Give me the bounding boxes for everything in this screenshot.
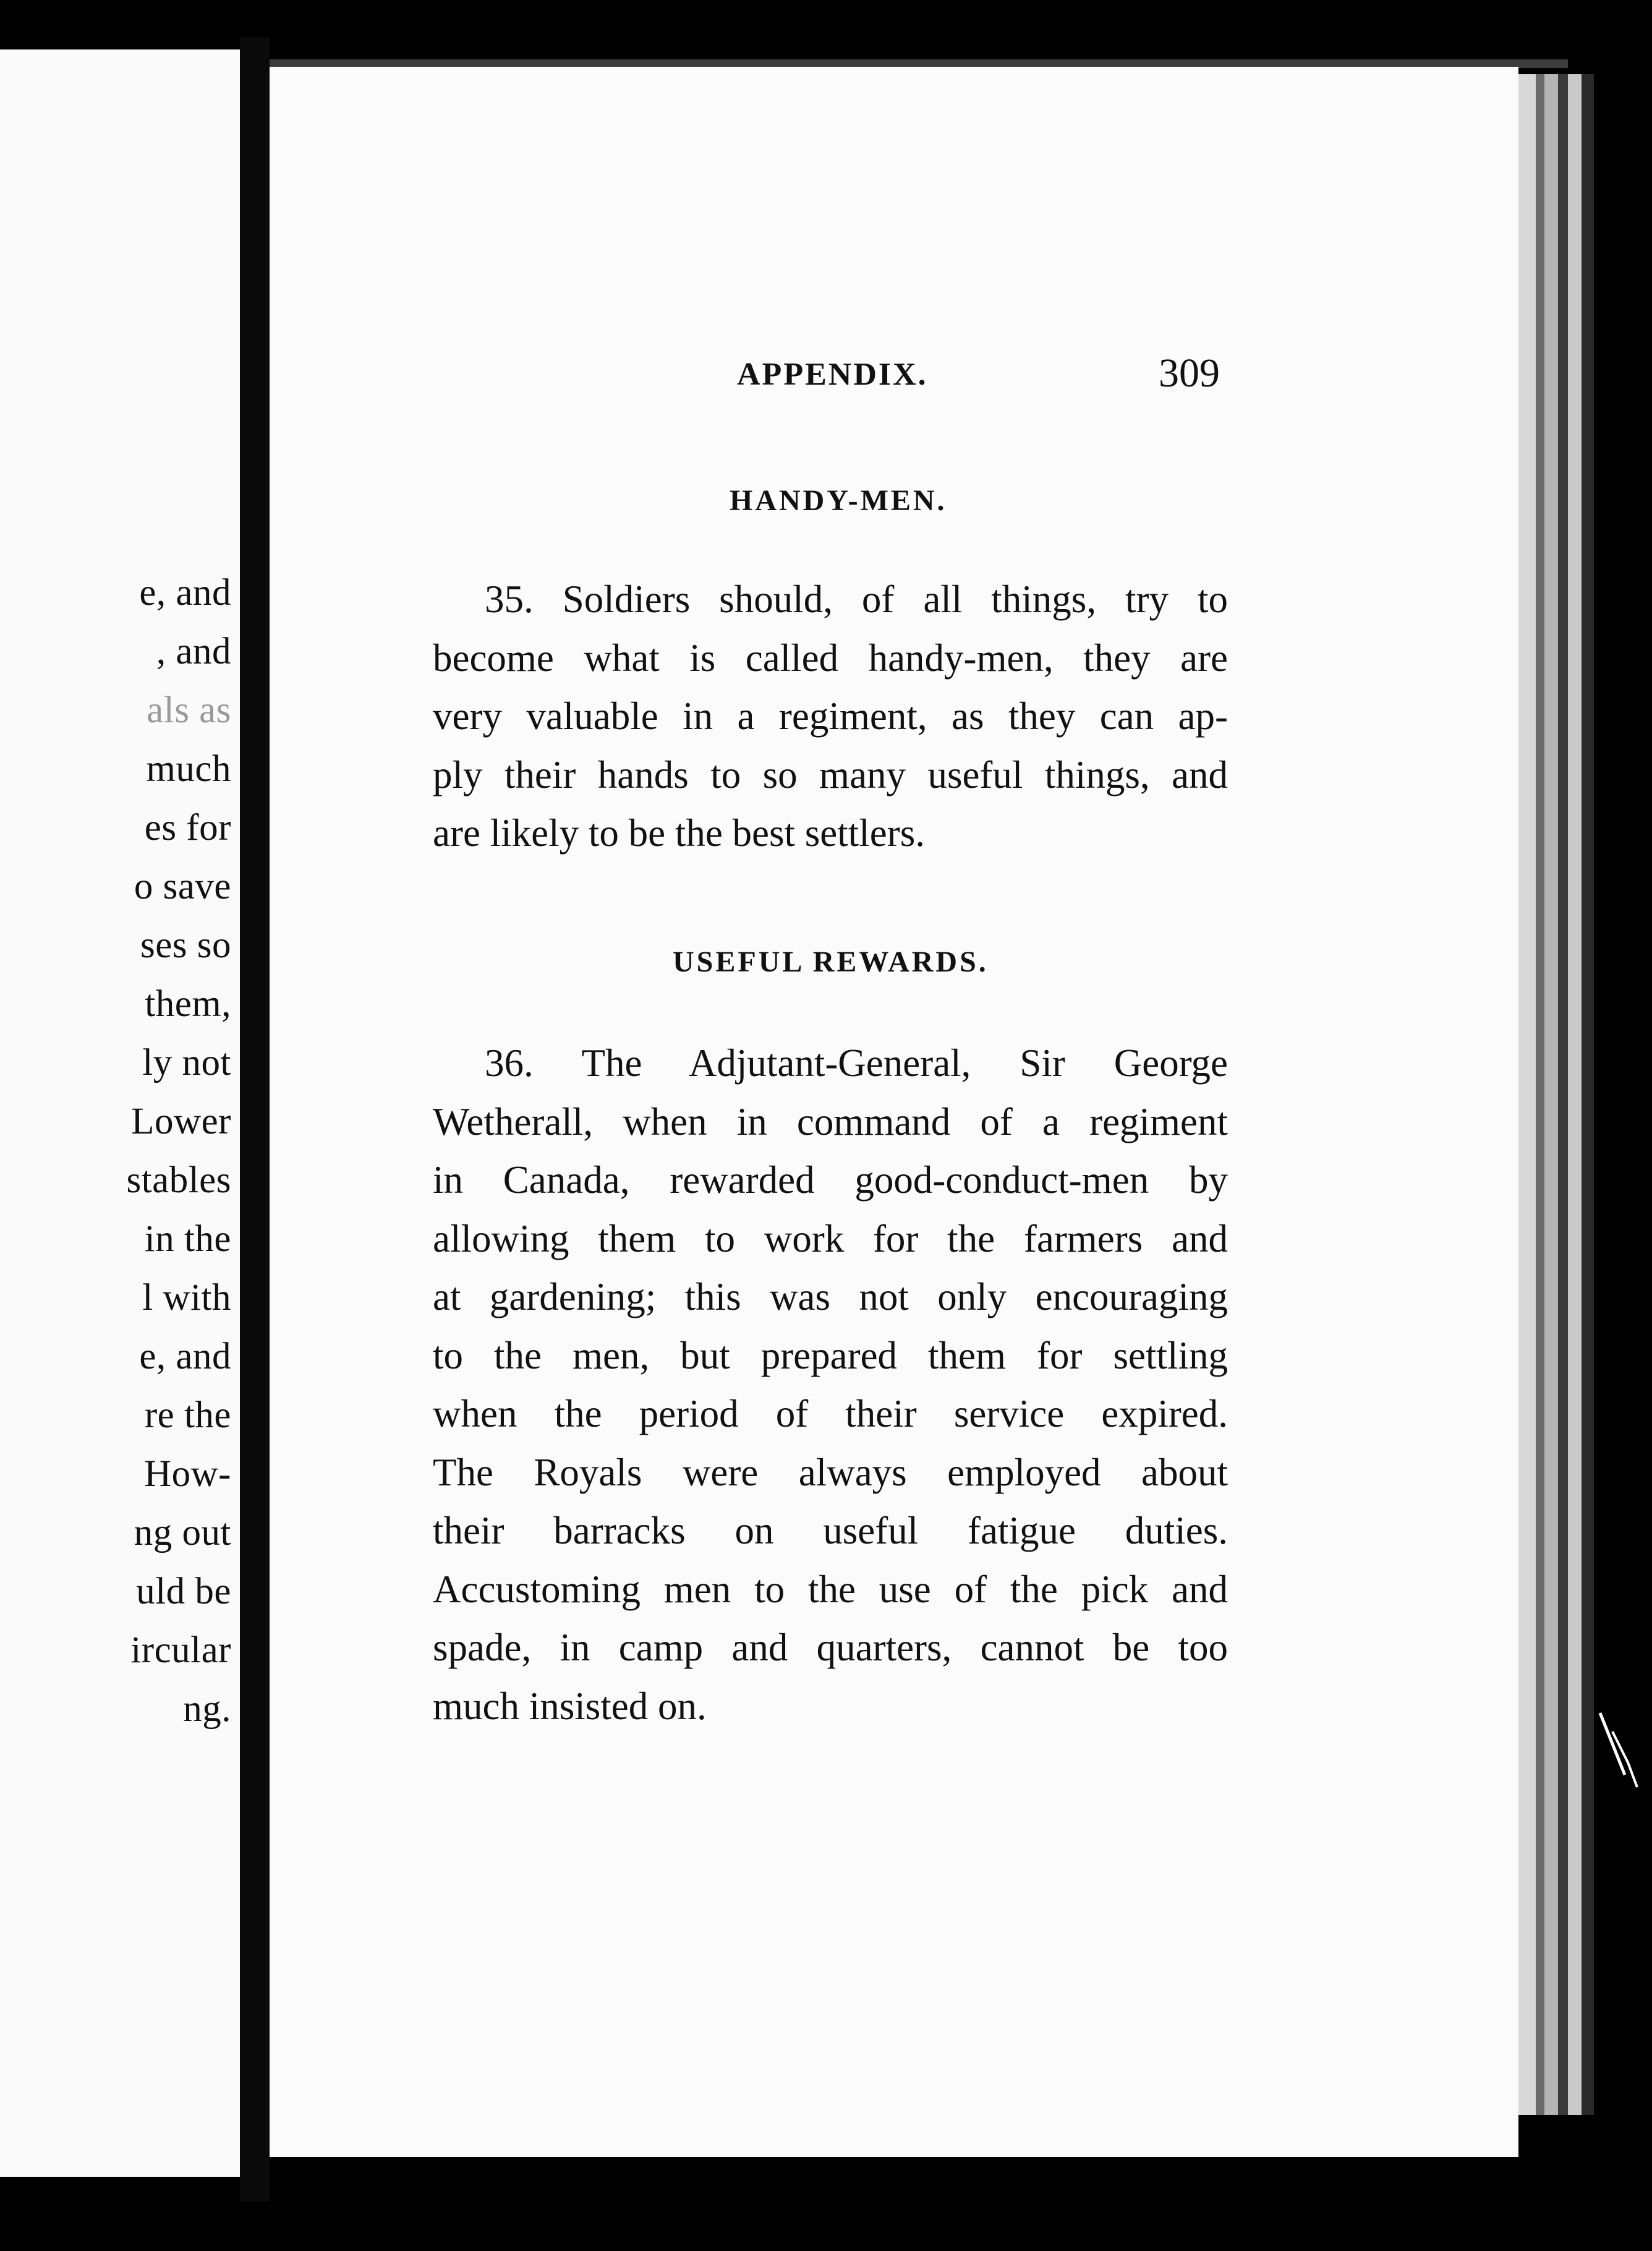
paragraph-36: [433, 1034, 1228, 1735]
page-edge: [1558, 74, 1568, 2115]
page-edge: [1544, 74, 1558, 2115]
text-line: ply their hands to so many useful things, and: [433, 753, 1228, 797]
page-edge: [1536, 74, 1544, 2115]
text-line: allowing them to work for the farmers and: [433, 1216, 1228, 1260]
left-page-line: re the: [144, 1395, 231, 1436]
section-heading: HANDY-MEN.: [730, 484, 947, 517]
text-line: spade, in camp and quarters, cannot be too: [433, 1626, 1228, 1669]
left-page-line: , and: [156, 631, 231, 672]
left-page-line: uld be: [136, 1571, 231, 1612]
left-page-line: ng.: [183, 1688, 231, 1730]
text-line: 35. Soldiers should, of all things, try to: [485, 578, 1228, 621]
left-page-line: ng out: [134, 1512, 231, 1553]
left-page-line: ses so: [140, 925, 231, 966]
text-line: their barracks on useful fatigue duties.: [433, 1509, 1228, 1552]
left-page-line: ircular: [130, 1630, 231, 1671]
text-line: when the period of their service expired.: [433, 1392, 1228, 1435]
left-facing-page: [0, 49, 240, 2177]
left-page-line: ly not: [142, 1042, 231, 1083]
page-edge: [1568, 74, 1582, 2115]
text-line: much insisted on.: [433, 1684, 707, 1728]
text-line: 36. The Adjutant-General, Sir George: [485, 1041, 1228, 1085]
section-heading: USEFUL REWARDS.: [673, 946, 989, 978]
text-line: become what is called handy-men, they are: [433, 636, 1228, 680]
book-gutter: [240, 37, 270, 2202]
left-page-line: much: [146, 748, 231, 790]
page-edge: [1518, 74, 1536, 2115]
page-edge: [1582, 74, 1594, 2115]
text-line: very valuable in a regiment, as they can ap-: [433, 694, 1228, 738]
left-page-line: in the: [144, 1218, 231, 1260]
text-line: at gardening; this was not only encouraging: [433, 1275, 1228, 1318]
left-page-line: stables: [126, 1160, 231, 1201]
text-line: to the men, but prepared them for settling: [433, 1333, 1228, 1377]
paragraph-35: [433, 570, 1228, 863]
scan-mark: [1594, 1707, 1643, 1793]
text-line: Wetherall, when in command of a regiment: [433, 1100, 1228, 1143]
text-line: Accustoming men to the use of the pick and: [433, 1567, 1228, 1611]
left-page-line: o save: [134, 866, 231, 907]
text-line: are likely to be the best settlers.: [433, 811, 925, 855]
left-page-line: Lower: [131, 1101, 231, 1142]
left-page-line: How-: [144, 1453, 231, 1495]
left-page-line: es for: [144, 807, 231, 848]
left-page-line: l with: [142, 1277, 231, 1318]
text-line: The Royals were always employed about: [433, 1450, 1228, 1494]
left-page-line: e, and: [139, 572, 231, 613]
running-head: APPENDIX.: [737, 357, 928, 392]
text-line: in Canada, rewarded good-conduct-men by: [433, 1158, 1228, 1202]
left-page-line: them,: [145, 983, 231, 1025]
left-page-line: e, and: [139, 1336, 231, 1377]
page-number: 309: [1159, 351, 1220, 396]
left-page-line: als as: [147, 690, 231, 731]
